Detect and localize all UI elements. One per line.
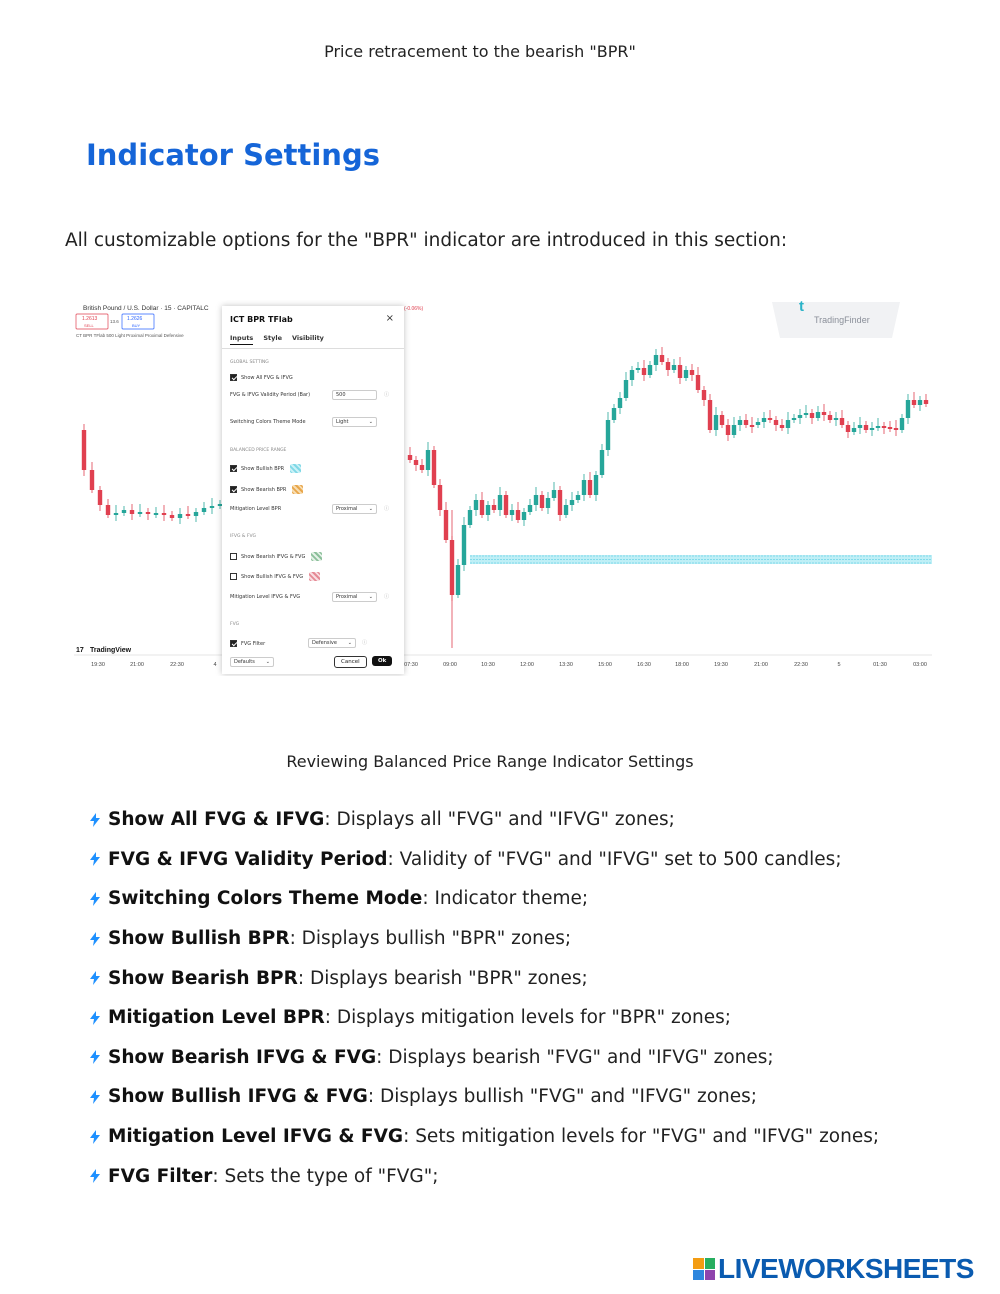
candle <box>504 495 508 515</box>
candle <box>486 505 490 515</box>
show-all-label: Show All FVG & IFVG <box>241 374 293 381</box>
candle <box>810 413 814 418</box>
candle <box>630 370 634 380</box>
candle <box>408 455 412 460</box>
candle <box>432 450 436 485</box>
candle <box>660 355 664 362</box>
spread: 13.6 <box>110 319 119 324</box>
list-item: FVG Filter: Sets the type of "FVG"; <box>90 1156 970 1196</box>
candle <box>210 506 214 508</box>
candle <box>498 495 502 510</box>
show-bullish-ifvg-row <box>230 572 320 581</box>
candle <box>558 490 562 515</box>
lightning-bolt-icon <box>90 1050 100 1064</box>
cancel-button[interactable]: Cancel <box>334 656 367 668</box>
dialog-tabs <box>230 334 324 345</box>
candle <box>528 505 532 512</box>
candle <box>576 495 580 500</box>
candle <box>480 500 484 515</box>
candle <box>444 510 448 540</box>
tab-inputs[interactable]: Inputs <box>230 334 253 345</box>
chevron-down-icon: ⌄ <box>347 640 352 646</box>
candlestick-series <box>82 347 928 648</box>
time-tick-label: 22:30 <box>794 662 808 668</box>
time-tick-label: 16:30 <box>637 662 651 668</box>
section-fvg: FVG <box>230 622 240 627</box>
time-tick-label: 22:30 <box>170 662 184 668</box>
show-all-row <box>230 374 293 381</box>
candle <box>894 428 898 430</box>
candle <box>202 508 206 512</box>
watermark-text: TradingFinder <box>814 315 870 325</box>
brand-name: LIVEWORKSHEETS <box>718 1253 974 1284</box>
candle <box>690 370 694 375</box>
candle <box>924 400 928 404</box>
chevron-down-icon: ⌄ <box>368 506 373 512</box>
candle <box>82 430 86 470</box>
section-ifvg: IFVG & FVG <box>230 534 257 539</box>
candle <box>684 370 688 378</box>
sell-label: SELL <box>84 323 94 328</box>
intro-paragraph: All customizable options for the "BPR" indicator are introduced in this section: <box>65 230 788 251</box>
time-tick-label: 21:00 <box>130 662 144 668</box>
time-tick-label: 12:00 <box>520 662 534 668</box>
candle <box>702 390 706 400</box>
theme-select[interactable]: Light ⌄ <box>332 417 377 427</box>
candle <box>666 362 670 370</box>
candle <box>798 415 802 418</box>
candle <box>870 428 874 430</box>
mitigation-bpr-select[interactable]: Proximal ⌄ <box>332 504 377 514</box>
mitigation-ifvg-select[interactable]: Proximal ⌄ <box>332 592 377 602</box>
ok-button[interactable]: Ok <box>372 656 392 666</box>
dialog-title: ICT BPR TFlab <box>230 315 293 324</box>
candle <box>154 513 158 515</box>
liveworksheets-brand[interactable] <box>693 1254 974 1284</box>
time-tick-label: 03:00 <box>913 662 927 668</box>
section-title: Indicator Settings <box>86 138 380 172</box>
list-item: Mitigation Level IFVG & FVG: Sets mitigation levels for "FVG" and "IFVG" zones; <box>90 1117 970 1157</box>
fvg-filter-checkbox[interactable] <box>230 640 237 647</box>
candle <box>194 512 198 516</box>
close-icon[interactable]: × <box>385 313 394 324</box>
candle <box>624 380 628 398</box>
candle <box>906 400 910 418</box>
time-tick-label: 21:00 <box>754 662 768 668</box>
candle <box>714 415 718 430</box>
indicator-settings-screenshot <box>74 300 932 676</box>
candle <box>564 505 568 515</box>
lightning-bolt-icon <box>90 813 100 827</box>
candle <box>876 426 880 428</box>
bearish-ifvg-color-swatch[interactable] <box>311 552 322 561</box>
settings-list <box>90 800 970 1196</box>
candle <box>90 470 94 490</box>
candle <box>582 480 586 495</box>
candle <box>762 418 766 422</box>
candle <box>786 420 790 428</box>
tab-visibility[interactable]: Visibility <box>291 334 324 342</box>
time-tick-label: 13:30 <box>559 662 573 668</box>
candle <box>648 365 652 375</box>
bullish-ifvg-color-swatch[interactable] <box>309 572 320 581</box>
candle <box>720 415 724 425</box>
show-bearish-bpr-row <box>230 485 303 494</box>
candle <box>912 400 916 405</box>
candle <box>792 418 796 420</box>
candle <box>636 368 640 370</box>
figure-caption: Reviewing Balanced Price Range Indicator Settings <box>286 752 694 771</box>
lightning-bolt-icon <box>90 1169 100 1183</box>
candle <box>146 512 150 514</box>
time-tick-label: 19:30 <box>91 662 105 668</box>
list-item: Show All FVG & IFVG: Displays all "FVG" and "IFVG" zones; <box>90 800 970 840</box>
candle <box>534 495 538 505</box>
lightning-bolt-icon <box>90 1011 100 1025</box>
candle <box>900 418 904 430</box>
candle <box>456 565 460 595</box>
lightning-bolt-icon <box>90 932 100 946</box>
candle <box>738 420 742 425</box>
theme-label: Switching Colors Theme Mode <box>230 419 306 425</box>
candle <box>178 514 182 518</box>
time-tick-label: 4 <box>213 662 217 668</box>
price-chart <box>74 300 932 676</box>
show-bearish-ifvg-checkbox[interactable] <box>230 553 237 560</box>
candle <box>546 498 550 508</box>
candle <box>864 425 868 430</box>
candle <box>618 398 622 408</box>
chevron-down-icon: ⌄ <box>368 419 373 425</box>
candle <box>750 425 754 427</box>
chevron-down-icon: ⌄ <box>265 659 270 665</box>
time-tick-label: 5 <box>837 662 841 668</box>
candle <box>834 418 838 420</box>
candle <box>678 365 682 378</box>
list-item: Show Bearish IFVG & FVG: Displays bearish "FVG" and "IFVG" zones; <box>90 1038 970 1078</box>
list-item: Show Bullish IFVG & FVG: Displays bullish "FVG" and "IFVG" zones; <box>90 1077 970 1117</box>
list-item: Switching Colors Theme Mode: Indicator theme; <box>90 879 970 919</box>
candle <box>882 426 886 428</box>
mitigation-ifvg-label: Mitigation Level IFVG & FVG <box>230 594 301 600</box>
bearish-bpr-color-swatch[interactable] <box>292 485 303 494</box>
candle <box>840 418 844 425</box>
buy-price: 1.2626 <box>127 316 143 322</box>
show-bullish-bpr-label: Show Bullish BPR <box>241 465 285 472</box>
candle <box>708 400 712 430</box>
candle <box>918 400 922 405</box>
candle <box>438 485 442 510</box>
list-item: Show Bullish BPR: Displays bullish "BPR" zones; <box>90 919 970 959</box>
defaults-select[interactable]: Defaults ⌄ <box>230 657 274 667</box>
candle <box>138 512 142 514</box>
tab-style[interactable]: Style <box>263 334 282 342</box>
candle <box>106 505 110 515</box>
tradingfinder-logo-icon: t <box>799 300 804 315</box>
candle <box>804 413 808 415</box>
show-bearish-ifvg-label: Show Bearish IFVG & FVG <box>241 553 306 560</box>
candle <box>420 465 424 470</box>
show-bullish-ifvg-label: Show Bullish IFVG & FVG <box>241 573 304 580</box>
info-icon: ⓘ <box>384 392 390 398</box>
candle <box>468 510 472 525</box>
candle <box>122 510 126 513</box>
show-bearish-bpr-label: Show Bearish BPR <box>241 486 287 493</box>
candle <box>858 425 862 428</box>
section-global: GLOBAL SETTING <box>230 360 269 365</box>
time-tick-label: 15:00 <box>598 662 612 668</box>
candle <box>98 490 102 505</box>
candle <box>522 512 526 520</box>
validity-input[interactable]: 500 <box>332 390 377 400</box>
show-bearish-bpr-checkbox[interactable] <box>230 486 237 493</box>
candle <box>726 425 730 435</box>
candle <box>828 415 832 420</box>
bullish-bpr-color-swatch[interactable] <box>290 464 301 473</box>
candle <box>774 420 778 425</box>
candle <box>642 368 646 375</box>
mitigation-bpr-label: Mitigation Level BPR <box>230 506 282 512</box>
time-tick-label: 01:30 <box>873 662 887 668</box>
candle <box>462 525 466 565</box>
candle <box>570 500 574 505</box>
liveworksheets-logo-icon <box>693 1258 715 1280</box>
candle <box>186 514 190 516</box>
candle <box>852 428 856 432</box>
top-caption: Price retracement to the bearish "BPR" <box>324 42 636 61</box>
info-icon: ⓘ <box>384 506 390 512</box>
time-tick-label: 10:30 <box>481 662 495 668</box>
candle <box>516 510 520 520</box>
show-all-checkbox[interactable] <box>230 374 237 381</box>
candle <box>732 425 736 435</box>
fvg-filter-select[interactable]: Defensive ⌄ <box>308 638 356 648</box>
candle <box>654 355 658 365</box>
candle <box>170 515 174 518</box>
candle <box>744 420 748 425</box>
candle <box>816 412 820 418</box>
candle <box>696 375 700 390</box>
show-bullish-bpr-row <box>230 464 301 473</box>
platform-name: TradingView <box>90 647 132 654</box>
candle <box>594 475 598 495</box>
info-icon: ⓘ <box>384 594 390 600</box>
show-bearish-ifvg-row <box>230 552 322 561</box>
candle <box>426 450 430 470</box>
candle <box>600 450 604 475</box>
list-item: FVG & IFVG Validity Period: Validity of "FVG" and "IFVG" set to 500 candles; <box>90 840 970 880</box>
chevron-down-icon: ⌄ <box>368 594 373 600</box>
sell-price: 1.2613 <box>82 316 98 322</box>
candle <box>540 495 544 508</box>
candle <box>888 427 892 429</box>
symbol-title: British Pound / U.S. Dollar · 15 · CAPITALC <box>83 305 209 312</box>
candle <box>474 500 478 510</box>
candle <box>510 510 514 515</box>
candle <box>162 513 166 515</box>
fvg-filter-label: FVG Filter <box>241 640 266 647</box>
candle <box>606 420 610 450</box>
candle <box>756 422 760 425</box>
lightning-bolt-icon <box>90 852 100 866</box>
indicator-legend: CT BPR TFlab 500 Light Proximal Proximal Defensive <box>76 333 184 338</box>
lightning-bolt-icon <box>90 1130 100 1144</box>
time-tick-label: 09:00 <box>443 662 457 668</box>
show-bullish-ifvg-checkbox[interactable] <box>230 573 237 580</box>
candle <box>672 365 676 370</box>
buy-label: BUY <box>132 323 141 328</box>
time-tick-label: 07:30 <box>404 662 418 668</box>
list-item: Mitigation Level BPR: Displays mitigation levels for "BPR" zones; <box>90 998 970 1038</box>
candle <box>552 490 556 498</box>
lightning-bolt-icon <box>90 1090 100 1104</box>
candle <box>768 418 772 420</box>
info-icon: ⓘ <box>362 640 368 646</box>
candle <box>130 510 134 514</box>
candle <box>492 505 496 510</box>
candle <box>822 412 826 415</box>
time-axis <box>91 662 927 668</box>
candle <box>114 513 118 515</box>
lightning-bolt-icon <box>90 971 100 985</box>
candle <box>414 460 418 465</box>
time-tick-label: 19:30 <box>714 662 728 668</box>
candle <box>612 408 616 420</box>
fvg-filter-row <box>230 640 265 647</box>
show-bullish-bpr-checkbox[interactable] <box>230 465 237 472</box>
change-percent: (-0.06%) <box>404 306 424 312</box>
lightning-bolt-icon <box>90 892 100 906</box>
candle <box>780 425 784 428</box>
tradingview-logo-icon: 17 <box>76 647 84 654</box>
validity-label: FVG & IFVG Validity Period (Bar) <box>230 392 311 398</box>
candle <box>588 480 592 495</box>
list-item: Show Bearish BPR: Displays bearish "BPR" zones; <box>90 958 970 998</box>
time-tick-label: 18:00 <box>675 662 689 668</box>
section-bpr: BALANCED PRICE RANGE <box>230 448 287 453</box>
settings-dialog <box>222 306 404 674</box>
candle <box>846 425 850 432</box>
